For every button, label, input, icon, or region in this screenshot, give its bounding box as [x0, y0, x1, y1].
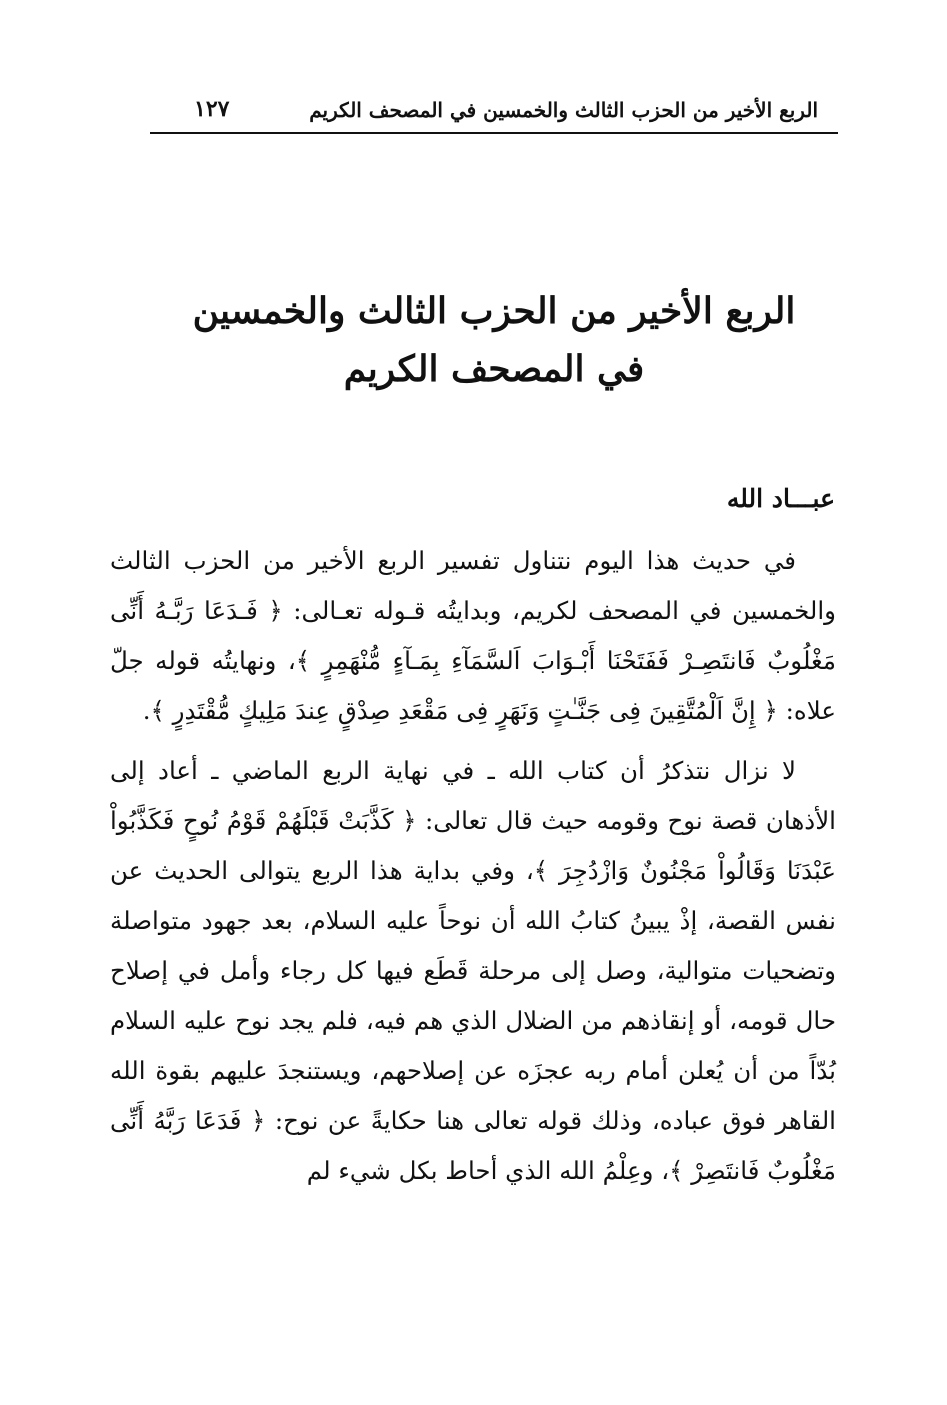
running-header: [150, 96, 838, 134]
body-text: [110, 536, 836, 1196]
chapter-title-line-1: الربع الأخير من الحزب الثالث والخمسين: [192, 290, 796, 332]
paragraph-1: في حديث هذا اليوم نتناول تفسير الربع الأخير من الحزب الثالث والخمسين في المصحف لكريم، وبدايتُه قـوله تعـالى: ﴿ فَـدَعَا رَبَّـهُ أَنِّى مَغْلُوبٌ فَانتَصِـرْ فَفَتَحْنَا أَبْـوَابَ اَلسَّمَآءِ بِمَـآءٍ مُّنْهَمِرٍ ﴾، ونهايتُه قوله جلّ علاه: ﴿ إِنَّ اَلْمُتَّقِينَ فِى جَنَّـٰتٍ وَنَهَرٍ فِى مَقْعَدِ صِدْقٍ عِندَ مَلِيكٍ مُّقْتَدِرٍ ﴾.: [110, 546, 836, 725]
running-title: الربع الأخير من الحزب الثالث والخمسين في المصحف الكريم: [309, 98, 818, 122]
chapter-title: [150, 282, 838, 398]
page-number: ١٢٧: [194, 96, 230, 122]
section-heading: عبـــاد الله: [726, 484, 835, 513]
chapter-title-line-2: في المصحف الكريم: [343, 348, 645, 390]
paragraph-2: لا نزال نتذكرُ أن كتاب الله ـ في نهاية الربع الماضي ـ أعاد إلى الأذهان قصة نوح وقومه حيث قال تعالى: ﴿ كَذَّبَتْ قَبْلَهُمْ قَوْمُ نُوحٍ فَكَذَّبُواْ عَبْدَنَا وَقَالُواْ مَجْنُونٌ وَازْدُجِرَ ﴾، وفي بداية هذا الربع يتوالى الحديث عن نفس القصة، إذْ يبينُ كتابُ الله أن نوحاً عليه السلام، بعد جهود متواصلة وتضحيات متوالية، وصل إلى مرحلة قَطَع فيها كل رجاء وأمل في إصلاح حال قومه، أو إنقاذهم من الضلال الذي هم فيه، فلم يجد نوح عليه السلام بُدّاً من أن يُعلن أمام ربه عجزَه عن إصلاحهم، ويستنجدَ عليهم بقوة الله القاهر فوق عباده، وذلك قوله تعالى هنا حكايةً عن نوح: ﴿ فَدَعَا رَبَّهُ أَنِّى مَغْلُوبٌ فَانتَصِرْ ﴾، وعِلْمُ الله الذي أحاط بكل شيء لم: [110, 756, 836, 1185]
